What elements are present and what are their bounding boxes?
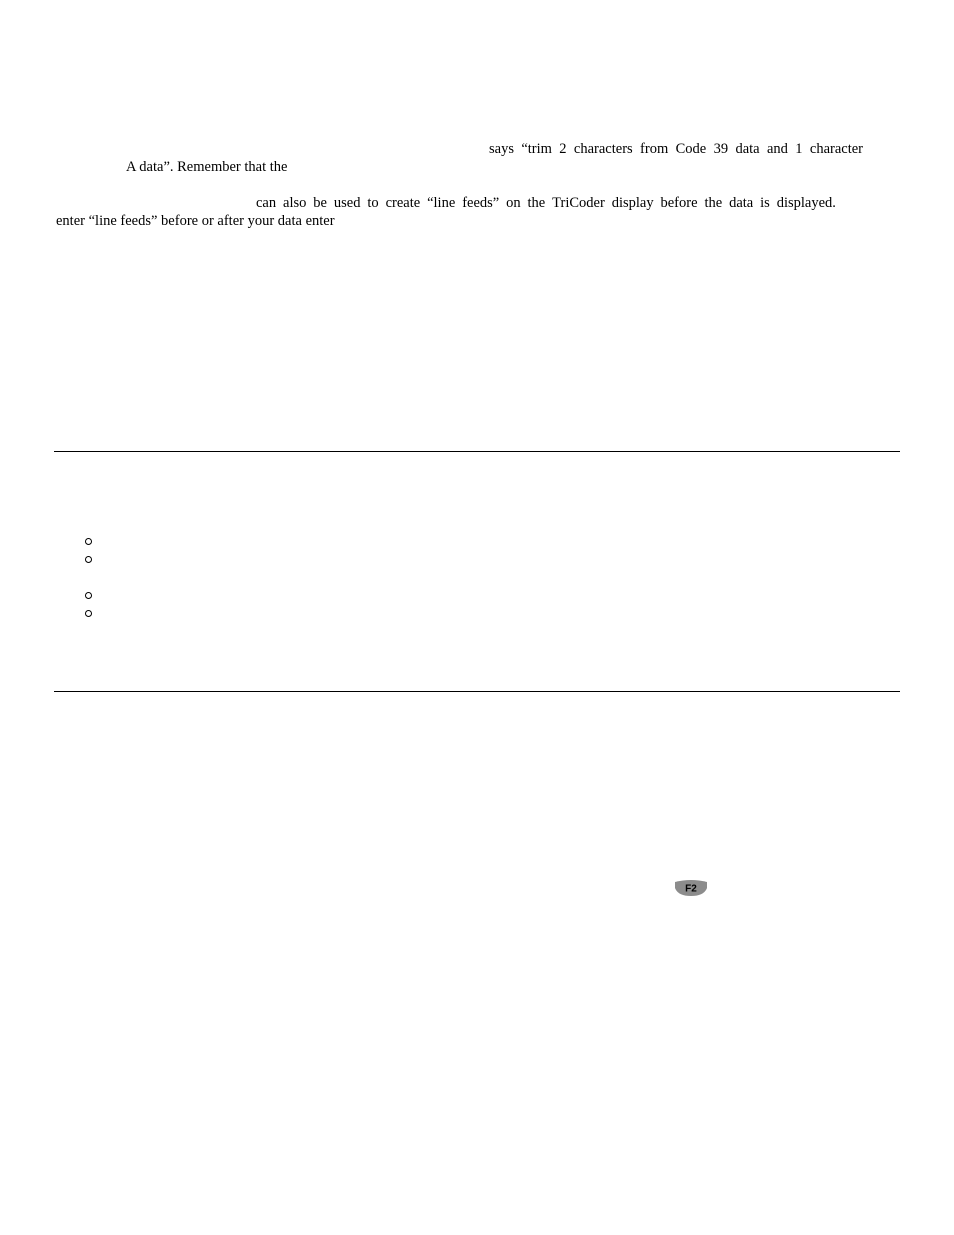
- word: be: [313, 195, 327, 211]
- paragraph-1-line-2: A data”. Remember that the: [126, 159, 288, 175]
- bullet-marker-2: [85, 556, 92, 563]
- bullet-marker-3: [85, 592, 92, 599]
- word: also: [283, 195, 307, 211]
- bullet-marker-4: [85, 610, 92, 617]
- word: displayed.: [776, 195, 836, 211]
- section-divider-top: [54, 451, 900, 452]
- paragraph-2-line-1: [256, 194, 836, 212]
- bullet-marker-1: [85, 538, 92, 545]
- word: TriCoder: [552, 195, 605, 211]
- word: feeds”: [462, 195, 500, 211]
- word: “line: [427, 195, 456, 211]
- word: can: [256, 195, 277, 211]
- word: used: [333, 195, 361, 211]
- word: display: [611, 195, 654, 211]
- word: to: [367, 195, 379, 211]
- word: the: [527, 195, 546, 211]
- word: data: [729, 195, 754, 211]
- paragraph-2-line-2: enter “line feeds” before or after your data enter: [56, 213, 335, 229]
- word: is: [760, 195, 770, 211]
- f2-key-label: F2: [685, 883, 697, 895]
- word: the: [704, 195, 723, 211]
- word: before: [660, 195, 698, 211]
- word: create: [385, 195, 421, 211]
- word: on: [506, 195, 521, 211]
- paragraph-1-line-1: says “trim 2 characters from Code 39 data and 1 character: [489, 141, 863, 157]
- f2-key-icon: [673, 879, 709, 896]
- section-divider-bottom: [54, 691, 900, 692]
